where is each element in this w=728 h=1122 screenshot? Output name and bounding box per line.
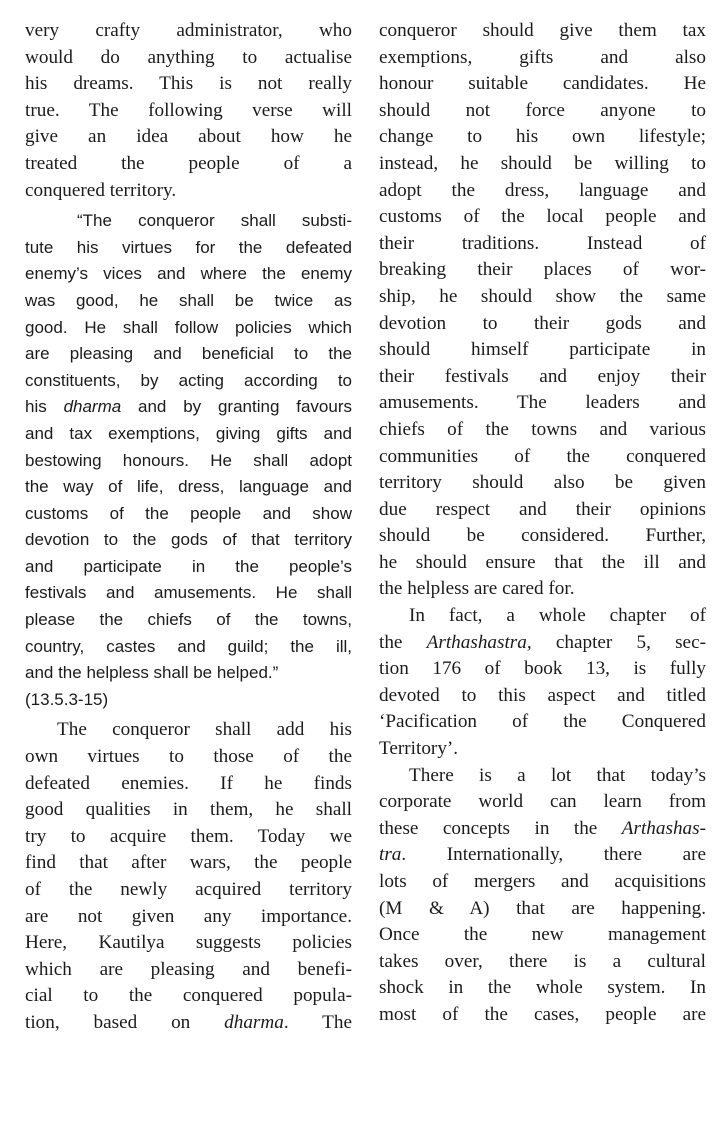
quote-line: customs of the people and show: [25, 503, 352, 523]
dharma-term: dharma: [224, 1011, 284, 1033]
text-line: which are pleasing and benefi-: [25, 958, 352, 980]
text-line: exemptions, gifts and also: [379, 46, 706, 68]
text-line: Here, Kautilya suggests policies: [25, 932, 352, 954]
text-line: should be considered. Further,: [379, 525, 706, 547]
text-line: due respect and their opinions: [379, 498, 706, 520]
body-text: . The: [283, 1011, 352, 1033]
text-line: very crafty administrator, who: [25, 20, 352, 41]
text-line: amusements. The leaders and: [379, 392, 706, 414]
text-line: he should ensure that the ill and: [379, 551, 706, 573]
text-line: There is a lot that today’s: [409, 764, 706, 786]
text-line: shock in the whole system. In: [379, 977, 706, 999]
text-line: find that after wars, the people: [25, 852, 352, 874]
body-text: these concepts in the: [379, 817, 622, 839]
text-line: Once the new management: [379, 924, 706, 946]
quote-line: tute his virtues for the defeated: [25, 237, 352, 257]
quote-line: “The conqueror shall substi-: [77, 211, 352, 231]
text-line: true. The following verse will: [25, 99, 352, 121]
left-paragraph-2: [25, 717, 352, 1036]
quote-line: the way of life, dress, language and: [25, 477, 352, 497]
book-title: tra: [379, 844, 402, 866]
quote-line: and participate in the people’s: [25, 556, 352, 576]
text-line: communities of the conquered: [379, 445, 706, 467]
text-line: takes over, there is a cultural: [379, 950, 706, 972]
text-line: the helpless are cared for.: [379, 578, 575, 600]
text-line: lots of mergers and acquisitions: [379, 871, 706, 892]
text-line: devoted to this aspect and titled: [379, 684, 706, 706]
body-text: . Internationally, there are: [401, 844, 706, 866]
book-title: Arthashastra,: [426, 631, 532, 653]
text-line: breaking their places of wor-: [379, 259, 706, 281]
text-line: ship, he should show the same: [379, 285, 706, 307]
text-line: The conqueror shall add his: [57, 719, 352, 741]
quote-text: his: [25, 397, 64, 417]
quote-line: festivals and amusements. He shall: [25, 583, 352, 603]
text-line: their traditions. Instead of: [379, 232, 706, 254]
text-line: (M & A) that are happening.: [379, 897, 706, 919]
text-line: adopt the dress, language and: [379, 179, 706, 201]
text-line: cial to the conquered popula-: [25, 985, 352, 1007]
text-line: conquered territory.: [25, 179, 177, 201]
text-line: chiefs of the towns and various: [379, 418, 706, 440]
quote-line: and the helpless shall be helped.”: [25, 663, 279, 683]
text-line: good qualities in them, he shall: [25, 799, 352, 821]
text-line: change to his own lifestyle;: [379, 126, 706, 148]
quote-line: please the chiefs of the towns,: [25, 610, 352, 630]
right-column: [379, 18, 706, 1029]
quote-line: and tax exemptions, giving gifts and: [25, 423, 352, 443]
text-line: defeated enemies. If he finds: [25, 772, 352, 794]
text-line: should himself participate in: [379, 339, 706, 361]
text-line: [379, 842, 706, 869]
body-text: tion, based on: [25, 1011, 225, 1033]
text-line: should not force anyone to: [379, 99, 706, 121]
quote-line: are pleasing and beneficial to the: [25, 344, 352, 364]
text-line: own virtues to those of the: [25, 746, 352, 768]
text-line: treated the people of a: [25, 152, 352, 174]
body-text: chapter 5, sec-: [531, 631, 706, 653]
text-line: corporate world can learn from: [379, 791, 706, 813]
quote-line: country, castes and guild; the ill,: [25, 636, 352, 656]
text-line: ‘Pacification of the Conquered: [379, 711, 706, 733]
text-line: are not given any importance.: [25, 905, 352, 927]
text-line: [379, 630, 706, 657]
text-line: his dreams. This is not really: [25, 73, 352, 95]
text-line: instead, he should be willing to: [379, 152, 706, 174]
quote-line: constituents, by acting according to: [25, 370, 352, 390]
text-line: [25, 1010, 352, 1037]
right-paragraph-2: [379, 603, 706, 763]
text-line: would do anything to actualise: [25, 46, 352, 68]
text-line: devotion to their gods and: [379, 312, 706, 334]
quote-line: good. He shall follow policies which: [25, 317, 352, 337]
text-line: [379, 816, 706, 843]
text-line: In fact, a whole chapter of: [409, 605, 706, 627]
quote-line: bestowing honours. He shall adopt: [25, 450, 352, 470]
text-line: customs of the local people and: [379, 206, 706, 228]
text-line: try to acquire them. Today we: [25, 825, 352, 847]
quote-line: enemy’s vices and where the enemy: [25, 264, 352, 284]
text-line: Territory’.: [379, 738, 459, 760]
quote-line: was good, he shall be twice as: [25, 290, 352, 310]
dharma-term: dharma: [63, 397, 122, 417]
text-line: most of the cases, people are: [379, 1003, 706, 1025]
text-line: conqueror should give them tax: [379, 20, 706, 41]
verse-citation: (13.5.3-15): [25, 689, 109, 709]
right-paragraph-3: [379, 763, 706, 1029]
body-text: the: [379, 631, 427, 653]
right-paragraph-1: [379, 18, 706, 603]
text-line: of the newly acquired territory: [25, 879, 352, 900]
text-line: honour suitable candidates. He: [379, 73, 706, 95]
book-title: Arthashas-: [621, 817, 706, 839]
text-line: territory should also be given: [379, 472, 706, 494]
quote-text: and by granting favours: [121, 397, 352, 417]
quote-line: [25, 394, 352, 421]
text-line: give an idea about how he: [25, 126, 352, 148]
left-paragraph-1: [25, 18, 352, 204]
text-line: tion 176 of book 13, is fully: [379, 658, 706, 680]
text-line: their festivals and enjoy their: [379, 365, 706, 387]
quote-line: devotion to the gods of that territory: [25, 530, 352, 550]
block-quote: [25, 208, 352, 713]
left-column: [25, 18, 352, 1037]
